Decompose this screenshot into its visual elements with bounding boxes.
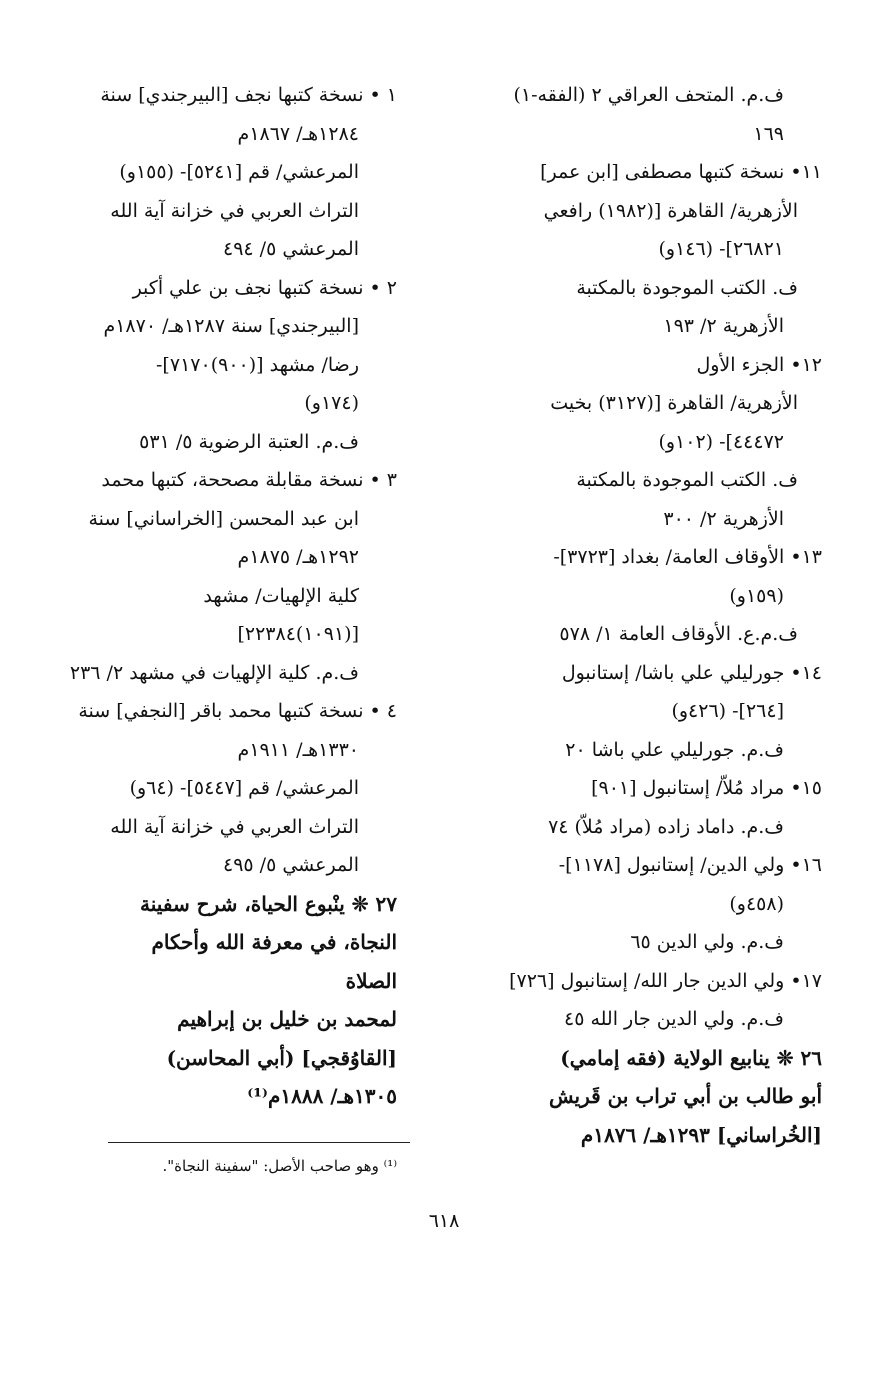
left-column-line: ١٢٨٤هـ/ ١٨٦٧م [237, 122, 359, 145]
left-column-line: ١٣٠٥هـ/ ١٨٨٨م⁽¹⁾ [247, 1084, 397, 1108]
right-column-line: ١٥• مراد مُلاّ/ إستانبول [٩٠١] [591, 777, 822, 799]
left-column [45, 76, 397, 1116]
left-column-line: المرعشي/ قم [٥٢٤١]- (١٥٥و) [119, 161, 359, 183]
right-column-line: ف.م. المتحف العراقي ٢ (الفقه-١) [513, 84, 784, 106]
right-column-line: الأزهرية ٢/ ١٩٣ [663, 315, 784, 337]
right-column-line: ف.م. ولي الدين جار الله ٤٥ [563, 1008, 784, 1030]
right-column-line: ١١• نسخة كتبها مصطفى [ابن عمر] [540, 161, 822, 183]
right-column-line: (١٥٩و) [729, 584, 784, 607]
right-column-line: ف. الكتب الموجودة بالمكتبة [576, 276, 798, 299]
right-column-line: الأزهرية/ القاهرة [(٣١٢٧) بخيت [550, 392, 798, 414]
left-column-line: كلية الإلهيات/ مشهد [203, 584, 359, 607]
right-column-line: (٤٥٨و) [729, 892, 784, 915]
left-column-line: التراث العربي في خزانة آية الله [110, 199, 359, 222]
left-column-line: ٤ • نسخة كتبها محمد باقر [النجفي] سنة [78, 700, 397, 722]
left-column-line: ف.م. كلية الإلهيات في مشهد ٢/ ٢٣٦ [69, 661, 359, 684]
right-column-line: [٢٦٤]- (٤٢٦و) [671, 700, 784, 722]
left-column-line: التراث العربي في خزانة آية الله [110, 815, 359, 838]
left-column-line: ٣ • نسخة مقابلة مصححة، كتبها محمد [101, 469, 397, 491]
left-column-line: رضا/ مشهد [(٩٠٠)٧١٧٠]- [156, 353, 359, 376]
right-column-line: ٢٦٨٢١]- (١٤٦و) [658, 238, 784, 260]
left-column-line: [البيرجندي] سنة ١٢٨٧هـ/ ١٨٧٠م [103, 315, 359, 337]
right-column-line: الأزهرية ٢/ ٣٠٠ [663, 507, 784, 530]
right-column-line: الأزهرية/ القاهرة [(١٩٨٢) رافعي [543, 199, 798, 222]
left-column-line: [القاوُقجي] (أبي المحاسن) [166, 1045, 397, 1070]
right-column-line: [الخُراساني] ١٢٩٣هـ/ ١٨٧٦م [580, 1122, 822, 1147]
left-column-line: ١ • نسخة كتبها نجف [البيرجندي] سنة [100, 84, 397, 106]
right-column-line: ١٦• ولي الدين/ إستانبول [١١٧٨]- [558, 854, 822, 876]
right-column-line: ف.م. ولي الدين ٦٥ [630, 931, 784, 953]
left-column-line: ف.م. العتبة الرضوية ٥/ ٥٣١ [139, 430, 359, 453]
right-column-line: ف.م. داماد زاده (مراد مُلاّ) ٧٤ [548, 815, 784, 838]
right-column-line: ف.م.ع. الأوقاف العامة ١/ ٥٧٨ [559, 623, 798, 645]
left-column-line: ٢٧ ❊ ينْبوع الحياة، شرح سفينة [140, 891, 397, 916]
right-column-line: أبو طالب بن أبي تراب بن قَريش [549, 1084, 822, 1108]
right-column-line: ١٤• جورليلي علي باشا/ إستانبول [561, 661, 822, 684]
right-column-line: ١٣• الأوقاف العامة/ بغداد [٣٧٢٣]- [553, 546, 822, 568]
right-column-line: ف.م. جورليلي علي باشا ٢٠ [565, 738, 784, 761]
footnote-divider [108, 1142, 410, 1143]
left-column-line: النجاة، في معرفة الله وأحكام [151, 930, 397, 954]
left-column-line: [(١٠٩١)٢٢٣٨٤] [237, 623, 359, 645]
left-column-line: ١٢٩٢هـ/ ١٨٧٥م [237, 546, 359, 568]
left-column-line: ١٣٣٠هـ/ ١٩١١م [237, 738, 359, 761]
right-column-line: ٤٤٤٧٢]- (١٠٢و) [658, 430, 784, 453]
left-column-line: المرعشي ٥/ ٤٩٥ [223, 854, 359, 876]
left-column-line: المرعشي ٥/ ٤٩٤ [223, 238, 359, 260]
right-column-line: ١٧• ولي الدين جار الله/ إستانبول [٧٢٦] [509, 969, 822, 992]
page-number: ٦١٨ [428, 1210, 460, 1232]
left-column-line: المرعشي/ قم [٥٤٤٧]- (٦٤و) [129, 777, 359, 799]
left-column-line: ٢ • نسخة كتبها نجف بن علي أكبر [132, 276, 397, 299]
right-column-line: ١٦٩ [753, 122, 784, 145]
right-column-line: ١٢• الجزء الأول [696, 353, 822, 376]
left-column-line: لمحمد بن خليل بن إبراهيم [177, 1007, 397, 1031]
left-column-line: الصلاة [345, 968, 397, 993]
right-column-line: ف. الكتب الموجودة بالمكتبة [576, 469, 798, 491]
footnote: ⁽¹⁾ وهو صاحب الأصل: "سفينة النجاة". [162, 1157, 397, 1175]
right-column-line: ٢٦ ❊ ينابيع الولاية (فقه إمامي) [560, 1045, 822, 1070]
left-column-line: ابن عبد المحسن [الخراساني] سنة [88, 507, 359, 530]
left-column-line: (١٧٤و) [304, 392, 359, 414]
right-column [470, 76, 822, 1154]
